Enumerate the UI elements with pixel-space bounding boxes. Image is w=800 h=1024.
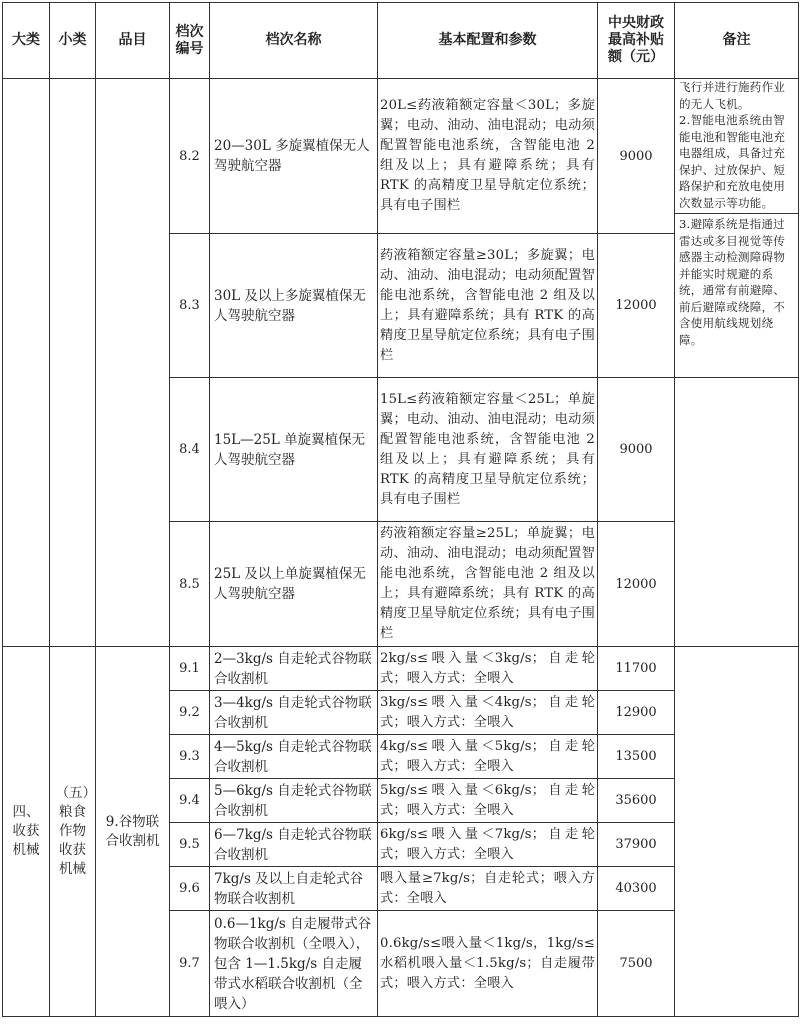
remark-line: 3.避障系统是指通过雷达或多目视觉等传感器主动检测障碍物并能实时规避的系统，通常有前避障、前后避障或绕障，不含使用航线规划绕障。 [675, 213, 798, 348]
table-row [3, 79, 799, 234]
grade-no: 8.3 [170, 234, 210, 378]
config: 药液箱额定容量≥25L；单旋翼；电动、油动、油电混动；电动须配置智能电池系统，含智能电池 2 组及以上；具有避障系统；具有 RTK 的高精度卫星导航定位系统；具有电子围栏 [378, 522, 598, 647]
subsidy: 37900 [598, 823, 675, 867]
config: 喂入量≥7kg/s；自走轮式；喂入方式：全喂入 [378, 867, 598, 911]
grade-no: 9.2 [170, 691, 210, 735]
grade-no: 9.1 [170, 647, 210, 691]
remark-cell-empty [675, 647, 799, 1017]
config: 15L≤药液箱额定容量＜25L；单旋翼；电动、油动、油电混动；电动须配置智能电池系统，含智能电池 2 组及以上；具有避障系统；具有 RTK 的高精度卫星导航定位系统；具有电子围栏 [378, 378, 598, 522]
grade-no: 8.5 [170, 522, 210, 647]
grade-name: 15L—25L 单旋翼植保无人驾驶航空器 [210, 378, 378, 522]
header-grade-no: 档次 编号 [170, 3, 210, 79]
grade-name: 2—3kg/s 自走轮式谷物联合收割机 [210, 647, 378, 691]
subsidy: 9000 [598, 378, 675, 522]
header-subsidy: 中央财政 最高补贴 额（元） [598, 3, 675, 79]
config: 4kg/s≤喂入量＜5kg/s；自走轮式；喂入方式：全喂入 [378, 735, 598, 779]
subcategory-cell: （五）粮食作物收获机械 [50, 647, 96, 1017]
remark-line: 2.智能电池系统由智能电池和智能电池充电器组成，具备过充保护、过放保护、短路保护和充放电使用次数显示等功能。 [679, 113, 786, 210]
subsidy: 12000 [598, 522, 675, 647]
config: 20L≤药液箱额定容量＜30L；多旋翼；电动、油动、油电混动；电动须配置智能电池系统，含智能电池 2 组及以上；具有避障系统；具有 RTK 的高精度卫星导航定位系统；具有电子围栏 [378, 79, 598, 234]
config: 5kg/s≤喂入量＜6kg/s；自走轮式；喂入方式：全喂入 [378, 779, 598, 823]
subsidy: 12000 [598, 234, 675, 378]
config: 2kg/s≤喂入量＜3kg/s；自走轮式；喂入方式：全喂入 [378, 647, 598, 691]
header-category: 大类 [3, 3, 50, 79]
remark-cell [675, 79, 799, 378]
grade-no: 9.7 [170, 911, 210, 1017]
subsidy-table [2, 2, 799, 1017]
table-row [3, 647, 799, 691]
config: 6kg/s≤喂入量＜7kg/s；自走轮式；喂入方式：全喂入 [378, 823, 598, 867]
item-cell: 9.谷物联合收割机 [96, 647, 170, 1017]
subsidy: 11700 [598, 647, 675, 691]
header-remark: 备注 [675, 3, 799, 79]
category-cell-empty [3, 79, 50, 647]
subsidy: 40300 [598, 867, 675, 911]
subsidy: 9000 [598, 79, 675, 234]
grade-no: 9.3 [170, 735, 210, 779]
subsidy: 13500 [598, 735, 675, 779]
item-cell-empty [96, 79, 170, 647]
header-subcategory: 小类 [50, 3, 96, 79]
header-config: 基本配置和参数 [378, 3, 598, 79]
subsidy: 7500 [598, 911, 675, 1017]
category-cell: 四、收获机械 [3, 647, 50, 1017]
config: 药液箱额定容量≥30L；多旋翼；电动、油动、油电混动；电动须配置智能电池系统，含智能电池 2 组及以上；具有避障系统；具有 RTK 的高精度卫星导航定位系统；具有电子围栏 [378, 234, 598, 378]
config: 3kg/s≤喂入量＜4kg/s；自走轮式；喂入方式：全喂入 [378, 691, 598, 735]
header-row [3, 3, 799, 79]
grade-name: 5—6kg/s 自走轮式谷物联合收割机 [210, 779, 378, 823]
grade-name: 4—5kg/s 自走轮式谷物联合收割机 [210, 735, 378, 779]
subsidy: 35600 [598, 779, 675, 823]
grade-no: 9.4 [170, 779, 210, 823]
grade-name: 3—4kg/s 自走轮式谷物联合收割机 [210, 691, 378, 735]
grade-no: 9.5 [170, 823, 210, 867]
remark-line: 飞行并进行施药作业的无人飞机。 [679, 80, 786, 111]
header-item: 品目 [96, 3, 170, 79]
remark-cell-empty [675, 378, 799, 647]
grade-name: 20—30L 多旋翼植保无人驾驶航空器 [210, 79, 378, 234]
grade-name: 7kg/s 及以上自走轮式谷物联合收割机 [210, 867, 378, 911]
subsidy: 12900 [598, 691, 675, 735]
grade-name: 25L 及以上单旋翼植保无人驾驶航空器 [210, 522, 378, 647]
grade-name: 30L 及以上多旋翼植保无人驾驶航空器 [210, 234, 378, 378]
grade-no: 8.2 [170, 79, 210, 234]
grade-no: 9.6 [170, 867, 210, 911]
subcategory-cell-empty [50, 79, 96, 647]
grade-name: 0.6—1kg/s 自走履带式谷物联合收割机（全喂入），包含 1—1.5kg/s 自走履带式水稻联合收割机（全喂入） [210, 911, 378, 1017]
config: 0.6kg/s≤喂入量＜1kg/s，1kg/s≤水稻机喂入量＜1.5kg/s；自走履带式；喂入方式：全喂入 [378, 911, 598, 1017]
grade-name: 6—7kg/s 自走轮式谷物联合收割机 [210, 823, 378, 867]
grade-no: 8.4 [170, 378, 210, 522]
header-grade-name: 档次名称 [210, 3, 378, 79]
